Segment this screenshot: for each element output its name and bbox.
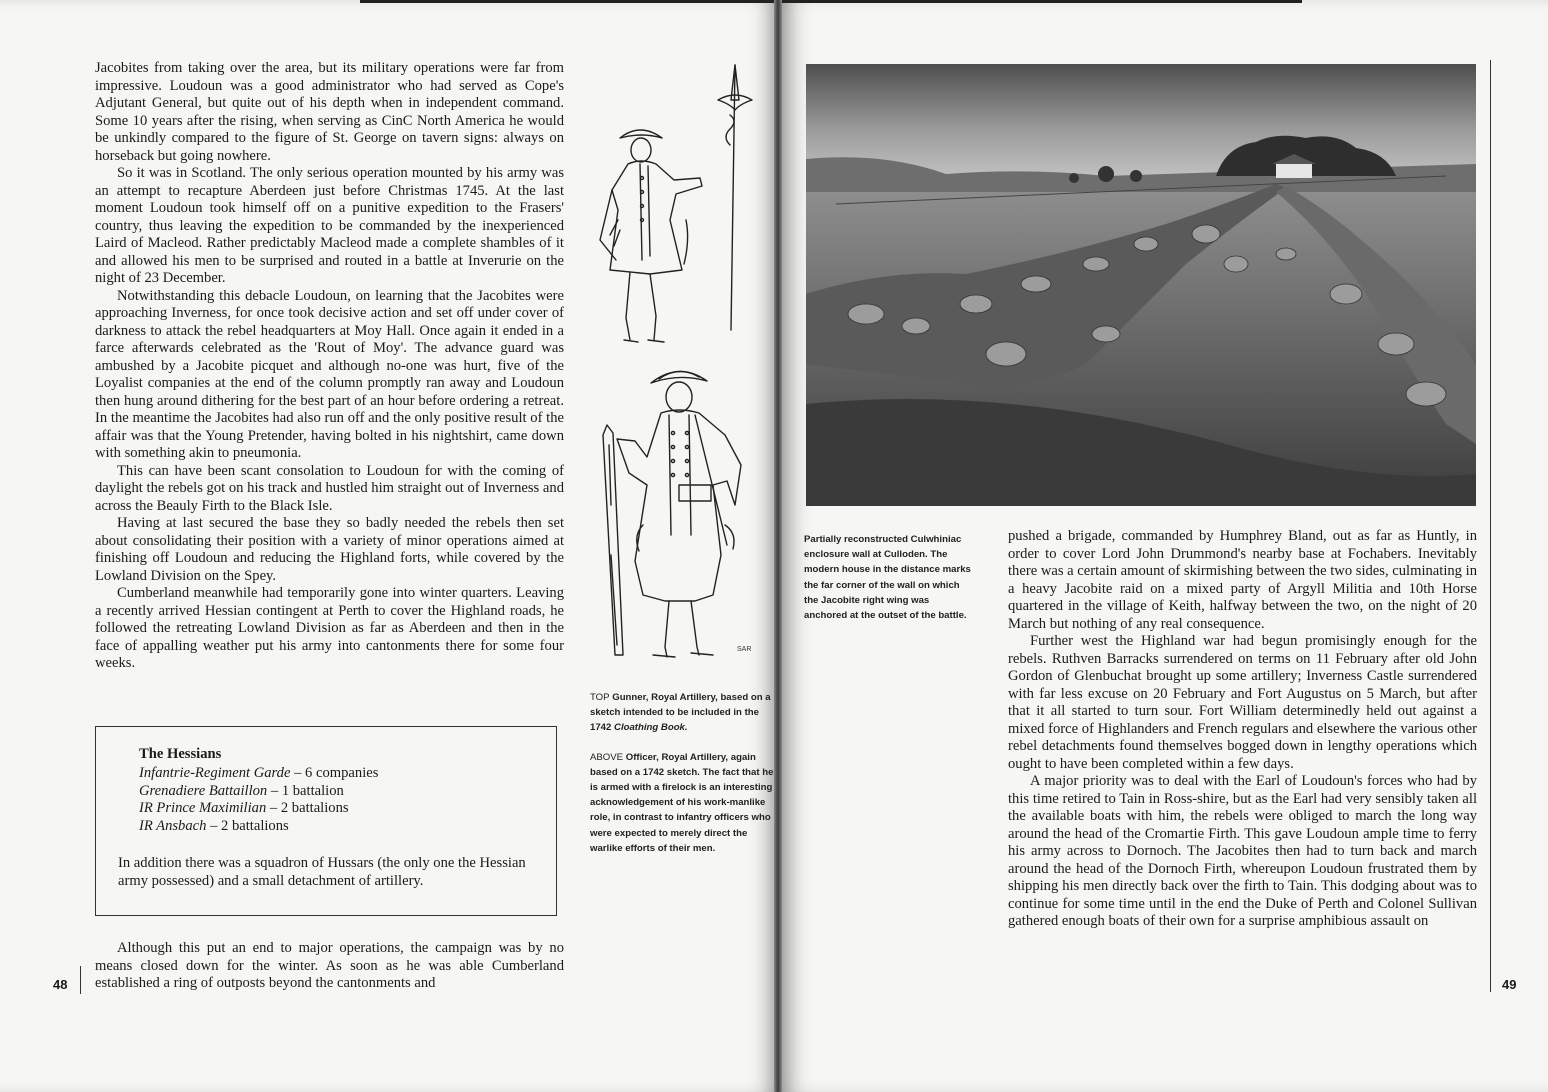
illustration-signature: SAR <box>737 646 752 653</box>
sidebar-title: The Hessians <box>139 746 222 762</box>
paragraph: This can have been scant consolation to Loudoun for with the coming of daylight the rebels got on his track and hustled him straight out of Inverness and across the Beauly Firth to the Black Isle. <box>95 462 564 514</box>
page-number-right: 49 <box>1502 977 1517 992</box>
illustration-captions <box>590 690 774 870</box>
paragraph: So it was in Scotland. The only serious operation mounted by his army was an attempt to recapture Aberdeen just before Christmas 1745. At the last moment Loudoun took himself off on a punitive expedition to the Frasers' country, thus leaving the expedition to be commanded by the inexperienced Laird of Macleod. Rather predictably Macleod made a complete shambles of it and allowed his men to be surprised and routed in a battle at Inverurie on the night of 23 December. <box>95 165 564 286</box>
book-spine <box>774 0 782 1092</box>
right-body-text <box>1008 528 1477 931</box>
page-number-rule <box>80 966 81 994</box>
paragraph: Although this put an end to major operations, the campaign was by no means closed down for the winter. As soon as he was able Cumberland established a ring of outposts beyond the cantonments and <box>95 940 564 991</box>
officer-illustration <box>595 355 770 670</box>
paragraph: A major priority was to deal with the Earl of Loudoun's forces who had by this time retired to Tain in Ross-shire, but as the Earl had very sensibly taken all the available boats with him, the rebels were obliged to march the long way around the head of the Cromartie Firth. This gave Loudoun ample time to ferry his army across to Dornoch. The Jacobites then had to turn back and march around the head of the Dornoch Firth, whereupon Loudoun frustrated them by shipping his men directly back over the firth to Tain. This dodging about was to continue for some time until in the end the Duke of Perth and Colonel Sullivan gathered enough boats of their own for a surprise amphibious assault on <box>1008 773 1477 929</box>
paragraph: Jacobites from taking over the area, but its military operations were far from impressive. Loudoun was a good administrator who had served as Cope's Adjutant General, but quite out of his depth when in independent command. Some 10 years after the rising, when serving as CinC North America he would be unkindly compared to the figure of St. George on tavern signs: always on horseback but going nowhere. <box>95 60 564 164</box>
paragraph: pushed a brigade, commanded by Humphrey Bland, out as far as Huntly, in order to cover Lord John Drummond's nearby base at Fochabers. Inevitably there was a certain amount of skirmishing between the two sides, culminating in a heavy Jacobite raid on a mixed party of Argyll Militia and 10th Horse quartered in the village of Keith, halfway between the two, on the night of 20 March but nothing of any real consequence. <box>1008 528 1477 632</box>
sidebar-unit: Grenadiere Battaillon – 1 battalion <box>139 782 344 799</box>
sidebar-note: In addition there was a squadron of Hussars (the only one the Hessian army possessed) and a small detachment of artillery. <box>118 855 526 889</box>
landscape-scene <box>806 64 1476 506</box>
culloden-wall-photo <box>806 64 1476 506</box>
paragraph: Cumberland meanwhile had temporarily gone into winter quarters. Leaving a recently arrived Hessian contingent at Perth to cover the Highland roads, he followed the retreating Lowland Division as far as Aberdeen and then in the face of appalling weather put his army into cantonments there for some four weeks. <box>95 585 564 671</box>
sidebar-unit-list <box>139 765 378 835</box>
sidebar-unit: IR Prince Maximilian – 2 battalions <box>139 800 349 817</box>
page-number-left: 48 <box>53 977 68 992</box>
paragraph: Having at last secured the base they so badly needed the rebels then set about consolidating their position with a variety of minor operations aimed at finishing off Loudoun and reducing the Highland forts, while covered by the Lowland Division on the Spey. <box>95 515 564 584</box>
sidebar-unit: IR Ansbach – 2 battalions <box>139 817 289 834</box>
paragraph: Further west the Highland war had begun promisingly enough for the rebels. Ruthven Barracks surrendered on terms on 11 February after old John Gordon of Glenbuchat brought up some artillery; Inverness Castle surrendered with far less excuse on 20 February and Fort Augustus on 5 March, but after that it all started to turn sour. Fort William determinedly held out against a mixed force of Highlanders and French regulars and elsewhere the various other rebel detachments found themselves bogged down in lengthy operations which ought to have been completed within a few days. <box>1008 633 1477 772</box>
top-edge-line <box>360 0 774 3</box>
outer-margin-rule <box>1490 60 1491 992</box>
gunner-illustration <box>590 60 770 350</box>
left-body-text <box>95 60 564 673</box>
hessians-sidebar <box>95 726 557 916</box>
sidebar-unit: Infantrie-Regiment Garde – 6 companies <box>139 765 379 781</box>
top-edge-line <box>782 0 1302 3</box>
left-closing-text <box>95 940 564 993</box>
caption-above: ABOVE Officer, Royal Artillery, again based on a 1742 sketch. The fact that he is armed with a firelock is an interesting acknowledgement of his work-manlike role, in contrast to infantry officers who were expected to merely direct the warlike efforts of their men. <box>590 751 774 854</box>
photo-caption: Partially reconstructed Culwhiniac enclosure wall at Culloden. The modern house in the distance marks the far corner of the wall on which the Jacobite right wing was anchored at the outset of the battle. <box>804 534 971 622</box>
caption-top: TOP Gunner, Royal Artillery, based on a sketch intended to be included in the 1742 Cloathing Book. <box>590 692 771 734</box>
paragraph: Notwithstanding this debacle Loudoun, on learning that the Jacobites were approaching Inverness, for once took decisive action and set off under cover of darkness to attack the rebel headquarters at Moy Hall. Once again it ended in a farce afterwards celebrated as the 'Rout of Moy'. The advance guard was ambushed by a Jacobite picquet and although no-one was hurt, five of the Loyalist companies at the end of the column promptly ran away and Loudoun then hung around dithering for the best part of an hour before ordering a retreat. In the meantime the Jacobites had also run off and the only positive result of the affair was that the Young Pretender, having bolted in his nightshirt, came down with something akin to pneumonia. <box>95 287 564 461</box>
